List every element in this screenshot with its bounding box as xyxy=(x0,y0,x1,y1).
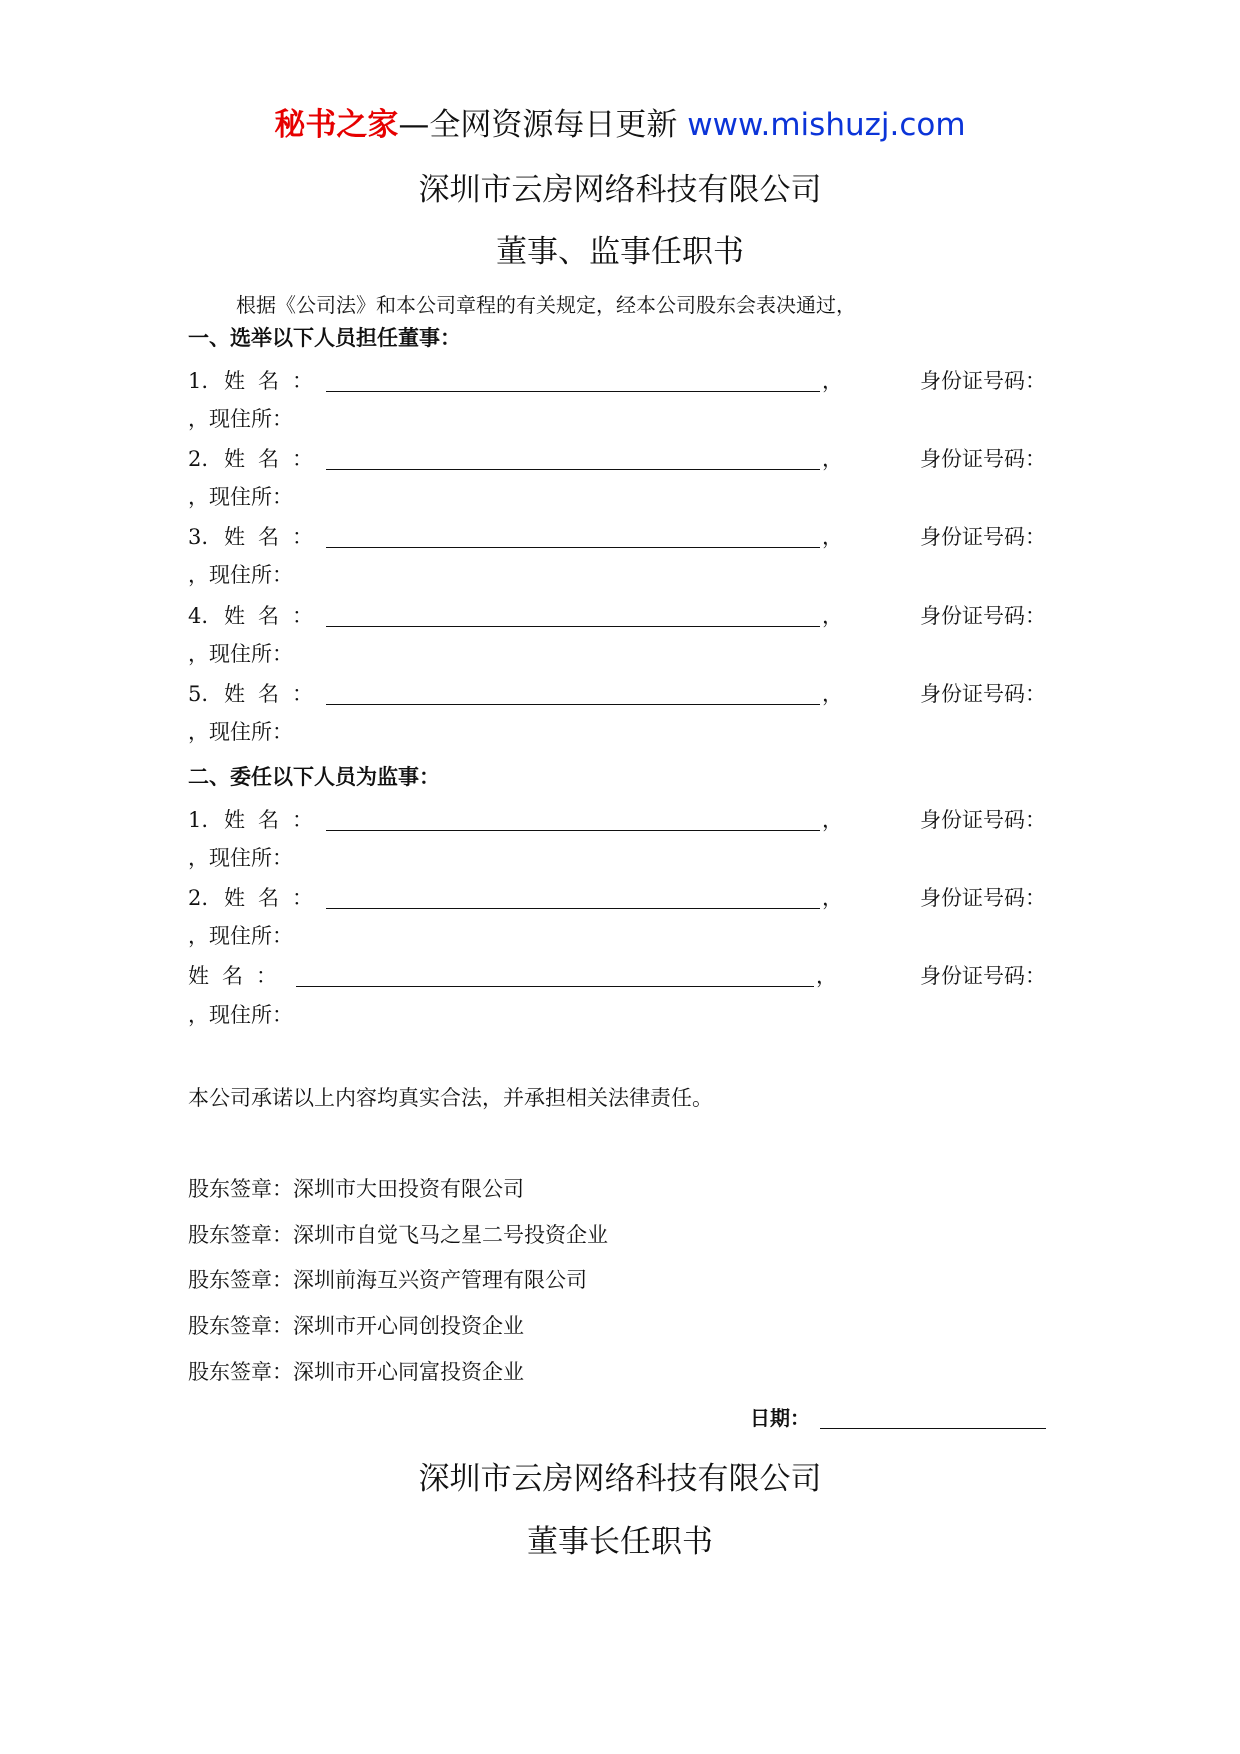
director-entry-2 xyxy=(188,444,1046,474)
director-address-label-2: ，现住所： xyxy=(188,485,293,509)
pledge-statement: 本公司承诺以上内容均真实合法，并承担相关法律责任。 xyxy=(188,1086,713,1110)
id-number-label: 身份证号码： xyxy=(920,682,1046,706)
comma: ， xyxy=(822,369,843,393)
company-title-2: 深圳市云房网络科技有限公司 xyxy=(418,1461,822,1497)
name-label: 姓名： xyxy=(224,369,326,393)
name-label: 姓名： xyxy=(224,808,326,832)
name-blank-line[interactable] xyxy=(326,704,820,705)
id-number-label: 身份证号码： xyxy=(920,604,1046,628)
director-entry-5 xyxy=(188,679,1046,709)
shareholder-signature-3: 股东签章：深圳前海互兴资产管理有限公司 xyxy=(188,1268,587,1292)
director-address-label-4: ，现住所： xyxy=(188,642,293,666)
shareholder-signature-1: 股东签章：深圳市大田投资有限公司 xyxy=(188,1177,524,1201)
comma: ， xyxy=(822,447,843,471)
shareholder-signature-4: 股东签章：深圳市开心同创投资企业 xyxy=(188,1314,524,1338)
comma: ， xyxy=(822,604,843,628)
name-label: 姓名： xyxy=(224,447,326,471)
banner-tagline: —全网资源每日更新 xyxy=(398,107,678,143)
comma: ， xyxy=(816,964,837,988)
director-address-label-5: ，现住所： xyxy=(188,720,293,744)
date-field xyxy=(750,1402,1050,1434)
comma: ， xyxy=(822,525,843,549)
name-label: 姓名： xyxy=(224,886,326,910)
site-banner xyxy=(0,100,1240,150)
id-number-label: 身份证号码： xyxy=(920,886,1046,910)
id-number-label: 身份证号码： xyxy=(920,447,1046,471)
id-number-label: 身份证号码： xyxy=(920,808,1046,832)
name-blank-line[interactable] xyxy=(326,626,820,627)
shareholder-signature-2: 股东签章：深圳市自觉飞马之星二号投资企业 xyxy=(188,1223,608,1247)
supervisor-address-label-2: ，现住所： xyxy=(188,924,293,948)
director-entry-4 xyxy=(188,601,1046,631)
supervisor-entry-1 xyxy=(188,805,1046,835)
name-blank-line[interactable] xyxy=(326,391,820,392)
entry-number: 4. xyxy=(188,604,209,628)
supervisor-address-label-1: ，现住所： xyxy=(188,846,293,870)
name-blank-line[interactable] xyxy=(326,830,820,831)
director-entry-1 xyxy=(188,366,1046,396)
banner-url[interactable]: www.mishuzj.com xyxy=(687,107,966,143)
company-title: 深圳市云房网络科技有限公司 xyxy=(418,172,822,208)
date-label: 日期： xyxy=(750,1406,810,1430)
entry-number: 1. xyxy=(188,808,209,832)
document-title: 董事、监事任职书 xyxy=(496,234,744,270)
name-blank-line[interactable] xyxy=(296,986,814,987)
name-blank-line[interactable] xyxy=(326,908,820,909)
banner-brand: 秘书之家 xyxy=(274,107,399,143)
director-address-label-3: ，现住所： xyxy=(188,563,293,587)
id-number-label: 身份证号码： xyxy=(920,964,1046,988)
supervisor-address-label-3: ，现住所： xyxy=(188,1003,293,1027)
section-directors-heading: 一、选举以下人员担任董事： xyxy=(188,325,461,350)
name-label: 姓名： xyxy=(188,964,290,988)
entry-number: 3. xyxy=(188,525,209,549)
date-blank-line[interactable] xyxy=(820,1428,1046,1429)
comma: ， xyxy=(822,808,843,832)
id-number-label: 身份证号码： xyxy=(920,369,1046,393)
supervisor-entry-3 xyxy=(188,961,1046,991)
supervisor-entry-2 xyxy=(188,883,1046,913)
section-supervisors-heading: 二、委任以下人员为监事： xyxy=(188,764,440,789)
document-title-2: 董事长任职书 xyxy=(527,1524,713,1560)
name-blank-line[interactable] xyxy=(326,469,820,470)
entry-number: 2. xyxy=(188,886,209,910)
name-label: 姓名： xyxy=(224,525,326,549)
entry-number: 2. xyxy=(188,447,209,471)
entry-number: 5. xyxy=(188,682,209,706)
comma: ， xyxy=(822,886,843,910)
name-label: 姓名： xyxy=(224,682,326,706)
name-label: 姓名： xyxy=(224,604,326,628)
comma: ， xyxy=(822,682,843,706)
director-address-label-1: ，现住所： xyxy=(188,407,293,431)
entry-number: 1. xyxy=(188,369,209,393)
id-number-label: 身份证号码： xyxy=(920,525,1046,549)
intro-paragraph: 根据《公司法》和本公司章程的有关规定，经本公司股东会表决通过， xyxy=(236,293,856,317)
name-blank-line[interactable] xyxy=(326,547,820,548)
shareholder-signature-5: 股东签章：深圳市开心同富投资企业 xyxy=(188,1360,524,1384)
director-entry-3 xyxy=(188,522,1046,552)
